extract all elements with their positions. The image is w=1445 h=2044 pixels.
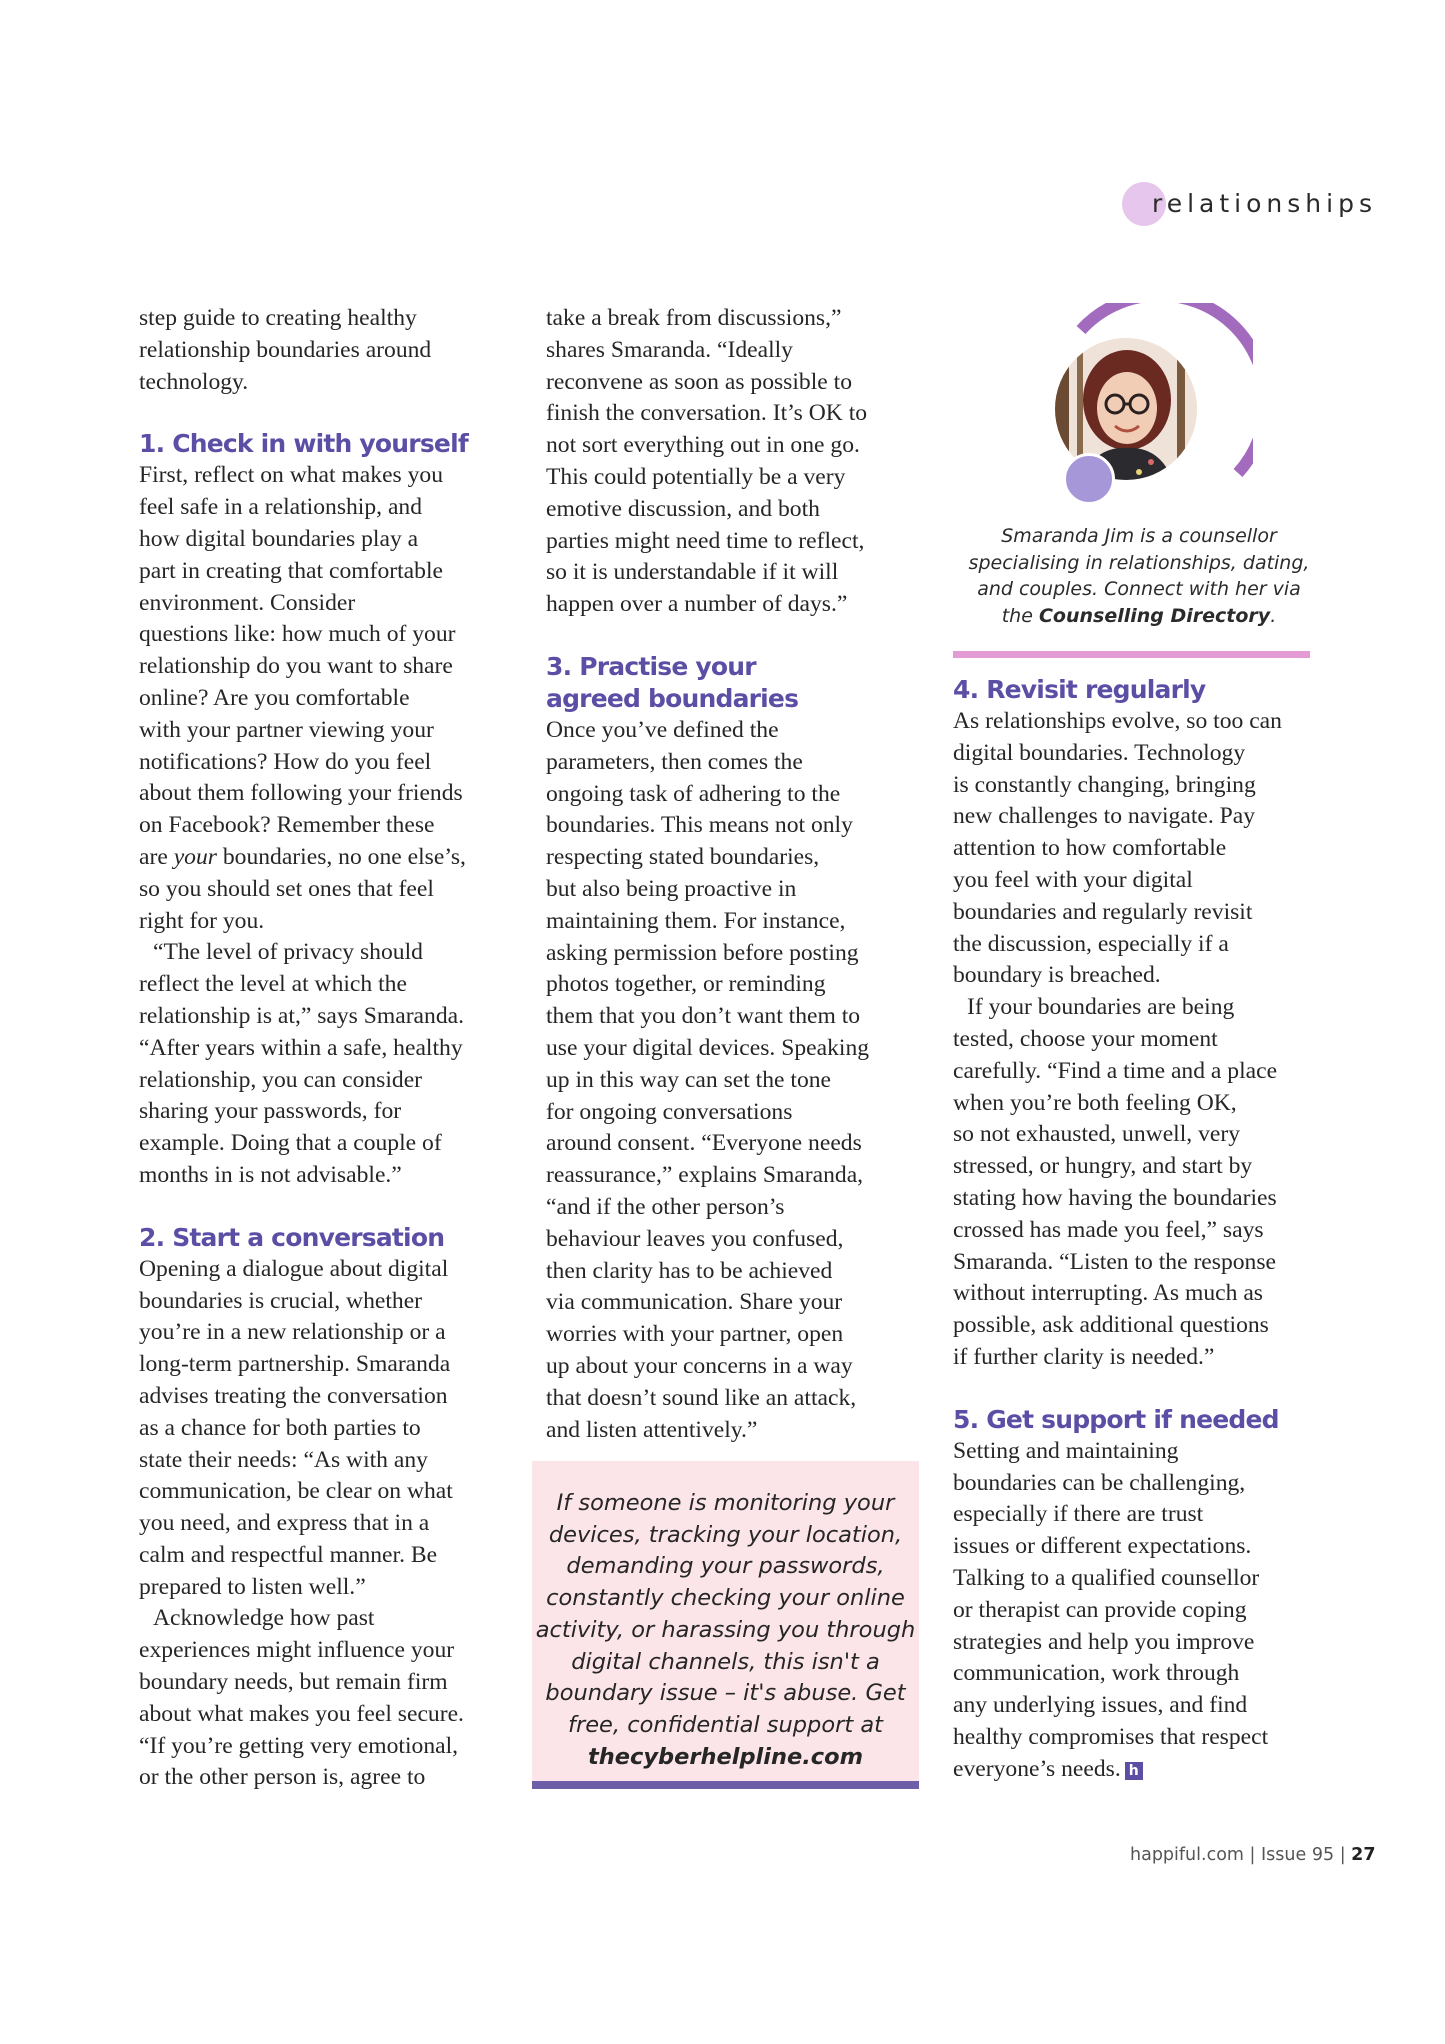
- counselling-directory-link[interactable]: Counselling Directory: [1038, 604, 1271, 627]
- paragraph-tested: If your boundaries are being tested, choose your moment carefully. “Find a time and a place when you’re both feeling OK, so not exhausted, unwell, very stressed, or hungry, and start by stating how having the boundaries crossed has made you feel,” says Smaranda. “Listen to the response without interrupting. As much as possible, ask additional questions if further clarity is needed.”: [953, 994, 1278, 1370]
- counsellor-caption: Smaranda Jim is a counsellor specialising in relationships, dating, and couples. Connect with her via the Counselling Directory.: [968, 525, 1310, 627]
- section-tag: [1122, 181, 1382, 227]
- heading-get-support: 5. Get support if needed: [953, 1404, 1279, 1434]
- paragraph-start-conversation: Opening a dialogue about digital boundaries is crucial, whether you’re in a new relationship or a long-term partnership. Smaranda advises treating the conversation as a chance for both parties to state their needs: “As with any communication, be clear on what you need, and express that in a calm and respectful manner. Be prepared to listen well.”: [139, 1255, 453, 1600]
- pink-divider: [953, 651, 1310, 658]
- heading-start-conversation: 2. Start a conversation: [139, 1222, 445, 1252]
- column-2: [546, 303, 908, 1446]
- heading-revisit: 4. Revisit regularly: [953, 675, 1206, 704]
- intro-paragraph: step guide to creating healthy relationship boundaries around technology.: [139, 305, 432, 395]
- counsellor-profile: [953, 303, 1325, 663]
- paragraph-privacy-quote: “The level of privacy should reflect the level at which the relationship is at,” says Smaranda. “After years within a safe, healthy relationship, you can consider sharing your passwords, for example. Doing that a couple of months in is not advisable.”: [139, 939, 464, 1188]
- heading-practise-boundaries: 3. Practise your agreed boundaries: [546, 651, 799, 713]
- happiful-end-icon: h: [1125, 1762, 1143, 1780]
- section-label: relationships: [1152, 189, 1377, 218]
- paragraph-practise-boundaries: Once you’ve defined the parameters, then comes the ongoing task of adhering to the boundaries. This means not only respecting stated boundaries, but also being proactive in maintaining them. For instance, asking permission before posting photos together, or reminding them that you don’t want them to use your digital devices. Speaking up in this way can set the tone for ongoing conversations around consent. “Everyone needs reassurance,” explains Smaranda, “and if the other person’s behaviour leaves you confused, then clarity has to be achieved via communication. Share your worries with your partner, open up about your concerns in a way that doesn’t sound like an attack, and listen attentively.”: [546, 716, 870, 1443]
- paragraph-get-support: Setting and maintaining boundaries can be challenging, especially if there are trust issues or different expectations. Talking to a qualified counsellor or therapist can provide coping strategies and help you improve communication, work through any underlying issues, and find healthy compromises that respect everyone’s needs. h: [953, 1437, 1269, 1782]
- profile-accent-dot: [1063, 453, 1115, 505]
- footer-issue: Issue 95: [1261, 1845, 1335, 1865]
- footer-site[interactable]: happiful.com: [1130, 1845, 1244, 1865]
- paragraph-check-in: First, reflect on what makes you feel safe in a relationship, and how digital boundaries play a part in creating that comfortable environment. Consider questions like: how much of your relationship do you want to share online? Are you comfortable with your partner viewing your notifications? How do you feel about them following your friends on Facebook? Remember these are your boundaries, no one else’s, so you should set ones that feel right for you.: [139, 462, 466, 934]
- paragraph-revisit: As relationships evolve, so too can digital boundaries. Technology is constantly changing, bringing new challenges to navigate. Pay attention to how comfortable you feel with your digital boundaries and regularly revisit the discussion, especially if a boundary is breached.: [953, 708, 1282, 989]
- column-1: [139, 303, 501, 1794]
- paragraph-acknowledge: Acknowledge how past experiences might influence your boundary needs, but remain firm about what makes you feel secure. “If you’re getting very emotional, or the other person is, agree to: [139, 1605, 464, 1791]
- support-callout: If someone is monitoring your devices, tracking your location, demanding your passwords, constantly checking your online activity, or harassing you through digital channels, this isn't a boundary issue – it's abuse. Get free, confidential support at thecyberhelpline.com: [532, 1461, 919, 1789]
- page-number: 27: [1351, 1845, 1376, 1865]
- column-3: [953, 674, 1325, 1786]
- page-footer: happiful.com | Issue 95 | 27: [1130, 1845, 1376, 1865]
- cyberhelpline-link[interactable]: thecyberhelpline.com: [587, 1743, 864, 1770]
- heading-check-in: 1. Check in with yourself: [139, 429, 468, 459]
- paragraph-take-break: take a break from discussions,” shares Smaranda. “Ideally reconvene as soon as possible to finish the conversation. It’s OK to not sort everything out in one go. This could potentially be a very emotive discussion, and both parties might need time to reflect, so it is understandable if it will happen over a number of days.”: [546, 305, 868, 618]
